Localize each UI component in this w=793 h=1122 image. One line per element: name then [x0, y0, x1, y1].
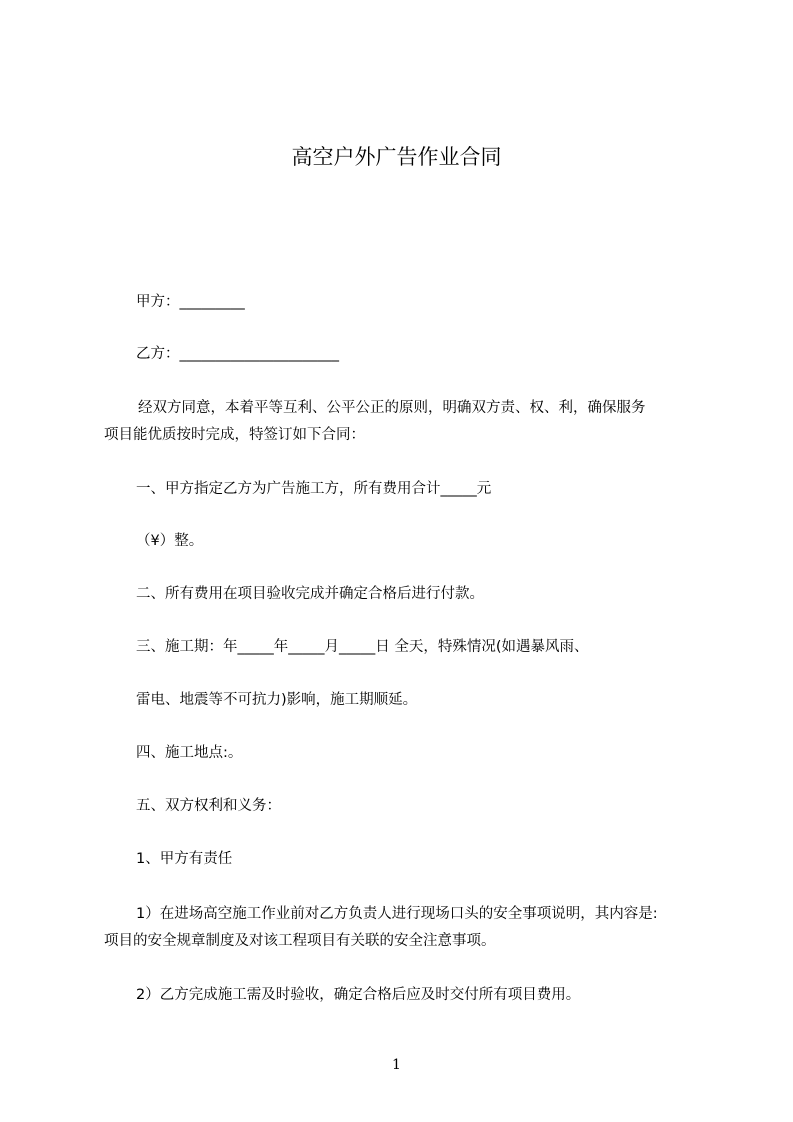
subsection-1-heading: 1、甲方有责任	[136, 851, 233, 867]
page-number: 1	[392, 1057, 401, 1073]
intro-paragraph-line-1: 经双方同意，本着平等互利、公平公正的原则，明确双方责、权、利，确保服务	[138, 400, 646, 416]
document-title: 高空户外广告作业合同	[291, 145, 502, 169]
party-a-line: 甲方：_________	[136, 294, 245, 310]
clause-5-heading: 五、双方权利和义务：	[136, 798, 281, 814]
party-b-line: 乙方：______________________	[136, 346, 339, 362]
subsection-1-item-1-line-2: 项目的安全规章制度及对该工程项目有关联的安全注意事项。	[104, 933, 496, 949]
clause-4: 四、施工地点:。	[136, 745, 243, 761]
subsection-1-item-2: 2）乙方完成施工需及时验收，确定合格后应及时交付所有项目费用。	[136, 987, 581, 1003]
clause-1-line-2: （¥）整。	[136, 533, 204, 549]
clause-3-line-1: 三、施工期：年_____年_____月_____日 全天，特殊情况(如遇暴风雨、	[136, 639, 589, 655]
clause-3-line-2: 雷电、地震等不可抗力)影响，施工期顺延。	[136, 692, 418, 708]
clause-1-line-1: 一、甲方指定乙方为广告施工方，所有费用合计_____元	[136, 481, 492, 497]
clause-2: 二、所有费用在项目验收完成并确定合格后进行付款。	[136, 586, 484, 602]
intro-paragraph-line-2: 项目能优质按时完成，特签订如下合同：	[104, 427, 365, 443]
subsection-1-item-1-line-1: 1）在进场高空施工作业前对乙方负责人进行现场口头的安全事项说明，其内容是:	[136, 906, 658, 922]
